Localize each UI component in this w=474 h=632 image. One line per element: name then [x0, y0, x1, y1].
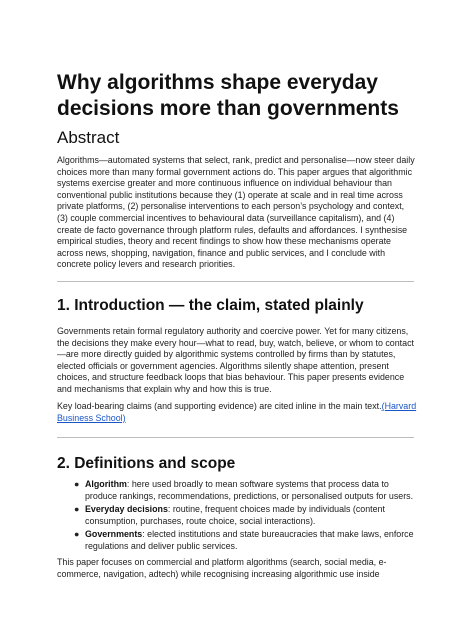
- section-2-heading: 2. Definitions and scope: [57, 455, 236, 472]
- abstract-text: Algorithms—automated systems that select, rank, predict and personalise—now steer daily choices more than many formal government actions do. This paper argues that algorithmic systems exercise greater and more continuous influence on individual behaviour than conventional public institutions because they (1) operate at scale and in real time across private platforms, (2) personalise interventions to each person’s psychology and context, (3) couple commercial incentives to behavioural data (surveillance capitalism), and (4) create de facto governance through platform rules, defaults and affordances. I synthesise empirical studies, theory and recent findings to show how these mechanisms operate across news, shopping, navigation, finance and public services, and I conclude with concrete policy levers and research priorities.: [57, 155, 415, 270]
- definition-term: Everyday decisions: [85, 504, 168, 515]
- bullet-icon: ●: [74, 479, 80, 489]
- section-1-heading: 1. Introduction — the claim, stated plainly: [57, 297, 364, 314]
- definition-text: : elected institutions and state bureaucracies that make laws, enforce regulations and deliver public services.: [85, 529, 414, 551]
- section-divider: [57, 281, 414, 282]
- bullet-icon: ●: [74, 529, 80, 540]
- definitions-list: [57, 479, 417, 555]
- definition-text: : routine, frequent choices made by individuals (content consumption, purchases, route choice, social interactions).: [85, 504, 385, 526]
- definition-term: Governments: [85, 529, 143, 540]
- harvard-business-school-link[interactable]: (Harvard Business School): [57, 401, 417, 423]
- bullet-icon: ●: [74, 504, 80, 515]
- list-item: [57, 504, 417, 527]
- paper-title: Why algorithms shape everyday decisions more than governments: [57, 71, 399, 120]
- list-item: [57, 529, 417, 552]
- definition-term: Algorithm: [85, 479, 127, 489]
- intro-paragraph: Governments retain formal regulatory authority and coercive power. Yet for many citizens, the decisions they make every hour—what to read, buy, watch, believe, or whom to contact—are more directly guided by algorithmic systems controlled by firms than by statutes, elected officials or government agencies. Algorithms silently shape attention, present choices, and structure feedback loops that bias behaviour. This paper presents evidence and mechanisms that explain why and how this is true.: [57, 326, 414, 394]
- scope-paragraph: This paper focuses on commercial and platform algorithms (search, social media, e-commerce, navigation, adtech) while recognising increasing algorithmic use inside: [57, 557, 387, 579]
- citation-text: Key load-bearing claims (and supporting evidence) are cited inline in the main text.: [57, 401, 382, 411]
- section-divider: [57, 437, 414, 438]
- citation-paragraph: [57, 401, 417, 424]
- list-item: [57, 479, 417, 502]
- definition-text: : here used broadly to mean software systems that process data to produce rankings, recommendations, predictions, or personalised outputs for users.: [85, 479, 414, 501]
- abstract-heading: Abstract: [57, 128, 120, 147]
